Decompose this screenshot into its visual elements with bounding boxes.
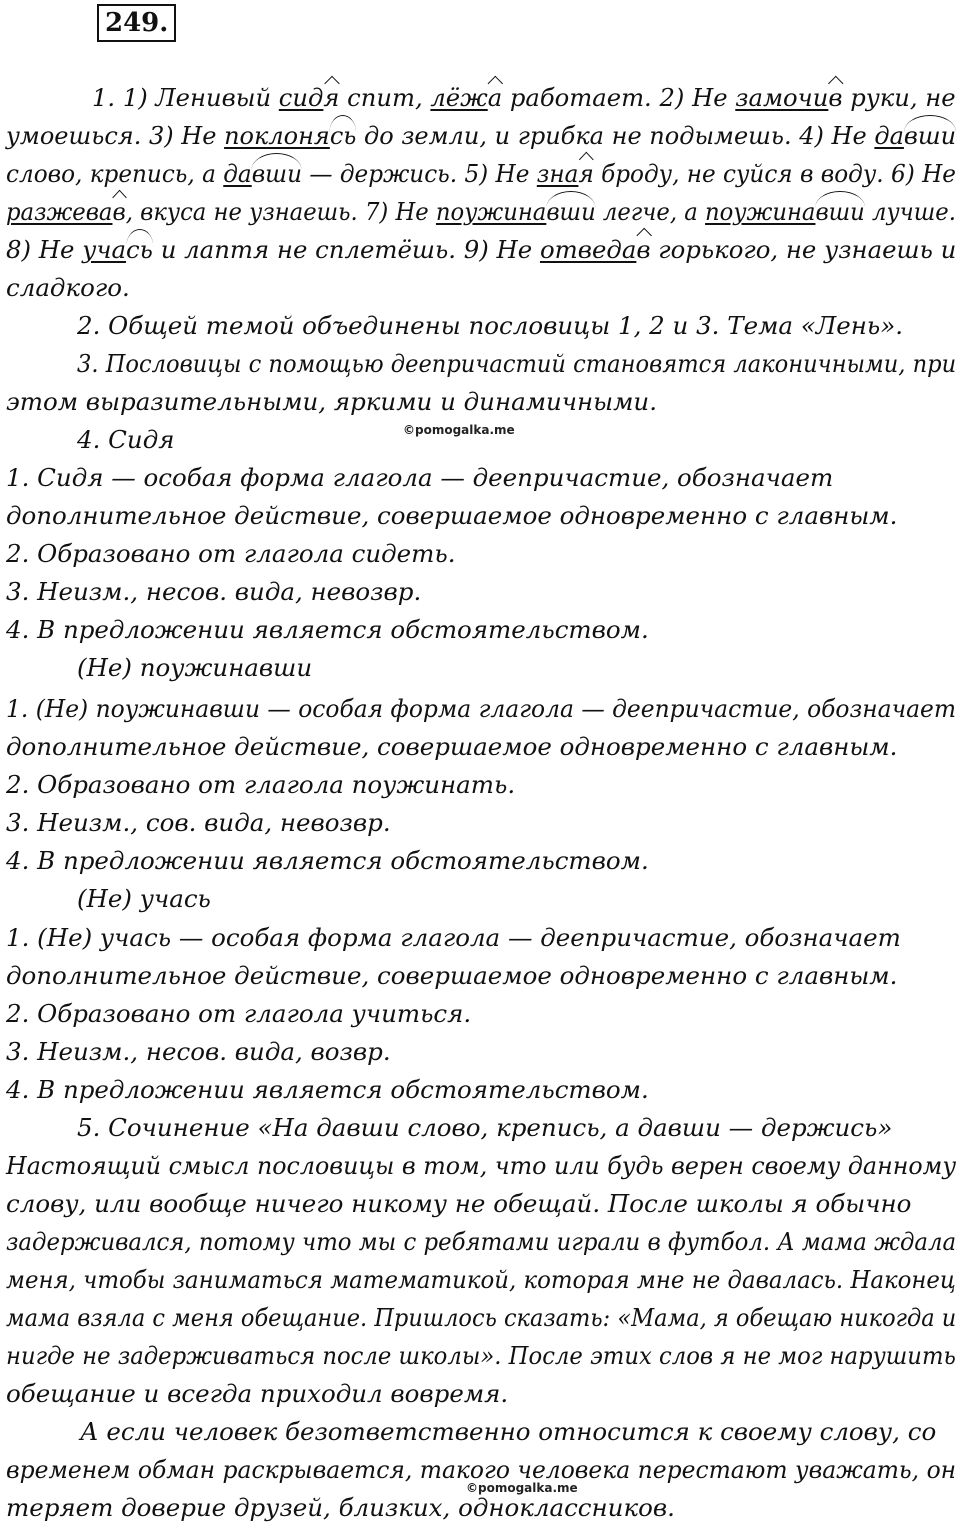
proverbs-line-5: 8) Не учась и лаптя не сплетёшь. 9) Не отведав горького, не узнаешь и — [6, 235, 957, 264]
text-line: теряет доверие друзей, близких, одноклассников. — [6, 1493, 675, 1522]
text-line: 1. (Не) поужинавши — особая форма глагола — деепричастие, обозначает — [6, 694, 957, 723]
proverbs-line-4: разжевав, вкуса не узнаешь. 7) Не поужинавши легче, а поужинавши лучше. — [6, 197, 956, 226]
watermark: ©pomogalka.me — [466, 1481, 578, 1495]
text-line: 3. Неизм., сов. вида, невозвр. — [6, 808, 391, 837]
text-line: временем обман раскрывается, такого человека перестают уважать, он — [6, 1455, 957, 1484]
text-line: 2. Общей темой объединены пословицы 1, 2 и 3. Тема «Лень». — [77, 311, 903, 340]
text-line: 4. Сидя — [77, 425, 175, 454]
proverbs-line-6: сладкого. — [6, 273, 130, 302]
text-line: дополнительное действие, совершаемое одновременно с главным. — [6, 732, 898, 761]
text-line: нигде не задерживаться после школы». После этих слов я не мог нарушить — [6, 1341, 956, 1370]
watermark: ©pomogalka.me — [403, 423, 515, 437]
text-line: обещание и всегда приходил вовремя. — [6, 1379, 509, 1408]
proverbs-line-3: слово, крепись, а давши — держись. 5) Не зная броду, не суйся в воду. 6) Не — [6, 159, 956, 188]
text-line: меня, чтобы заниматься математикой, которая мне не давалась. Наконец — [6, 1265, 956, 1294]
text-line: слову, или вообще ничего никому не обещай. После школы я обычно — [6, 1189, 912, 1218]
text-line: дополнительное действие, совершаемое одновременно с главным. — [6, 961, 898, 990]
text-line: этом выразительными, яркими и динамичными. — [6, 387, 657, 416]
text-line: 3. Неизм., несов. вида, возвр. — [6, 1037, 391, 1066]
text-line: 1. (Не) учась — особая форма глагола — деепричастие, обозначает — [6, 923, 901, 952]
text-line: задерживался, потому что мы с ребятами играли в футбол. А мама ждала — [6, 1227, 957, 1256]
text-line: мама взяла с меня обещание. Пришлось сказать: «Мама, я обещаю никогда и — [6, 1303, 957, 1332]
text-line: 4. В предложении является обстоятельством. — [6, 1075, 649, 1104]
text-line: (Не) поужинавши — [77, 653, 313, 682]
text-line: 2. Образовано от глагола учиться. — [6, 999, 472, 1028]
text-line: А если человек безответственно относится к своему слову, со — [80, 1417, 937, 1446]
text-line: 3. Неизм., несов. вида, невозвр. — [6, 577, 422, 606]
text-line: дополнительное действие, совершаемое одновременно с главным. — [6, 501, 898, 530]
text-line: (Не) учась — [77, 884, 211, 913]
text-line: Настоящий смысл пословицы в том, что или будь верен своему данному — [6, 1151, 957, 1180]
proverbs-line-2: умоешься. 3) Не поклонясь до земли, и грибка не подымешь. 4) Не давши — [6, 121, 957, 150]
text-line: 3. Пословицы с помощью деепричастий становятся лаконичными, при — [77, 349, 957, 378]
text-line: 4. В предложении является обстоятельством. — [6, 615, 649, 644]
proverbs-line-1: 1. 1) Ленивый сидя спит, лёжа работает. 2) Не замочив руки, не — [92, 83, 956, 112]
text-line: 1. Сидя — особая форма глагола — деепричастие, обозначает — [6, 463, 834, 492]
text-line: 4. В предложении является обстоятельством. — [6, 846, 649, 875]
text-line: 5. Сочинение «На давши слово, крепись, а давши — держись» — [77, 1113, 893, 1142]
exercise-number: 249. — [97, 4, 176, 42]
text-line: 2. Образовано от глагола сидеть. — [6, 539, 456, 568]
text-line: 2. Образовано от глагола поужинать. — [6, 770, 516, 799]
